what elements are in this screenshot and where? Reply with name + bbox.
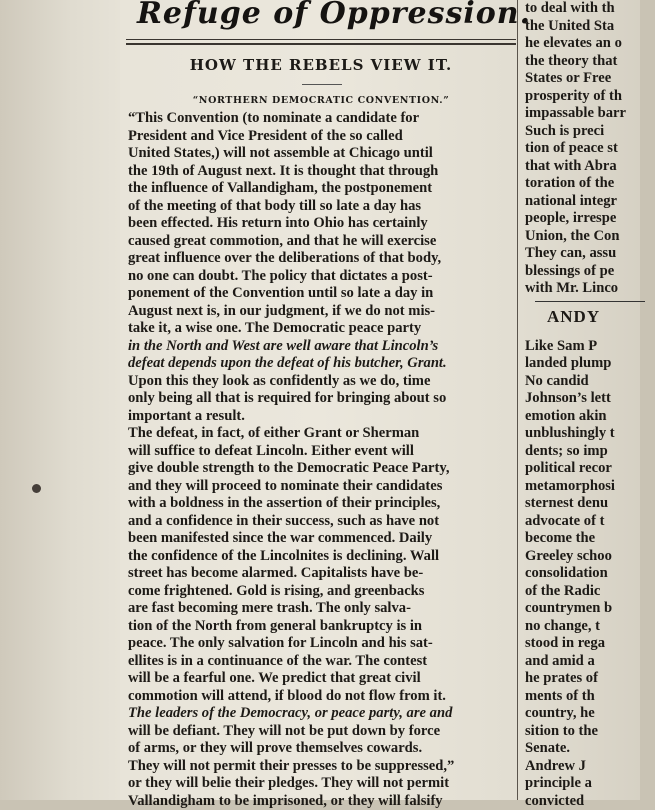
ink-spot	[32, 484, 41, 493]
right-column-line: metamorphosi	[525, 478, 655, 496]
right-column-line: blessings of pe	[525, 263, 655, 281]
article-line: The defeat, in fact, of either Grant or Sherman	[128, 425, 523, 443]
article-line: “This Convention (to nominate a candidate for	[128, 110, 523, 128]
article-body	[128, 110, 523, 810]
right-column-line: No candid	[525, 373, 655, 391]
right-column-line: sition to the	[525, 723, 655, 741]
article-line: give double strength to the Democratic Peace Party,	[128, 460, 523, 478]
article-line: take it, a wise one. The Democratic peace party	[128, 320, 523, 338]
article-line: street has become alarmed. Capitalists have be-	[128, 565, 523, 583]
article-line: Vallandigham to be imprisoned, or they will falsify	[128, 793, 523, 810]
section-masthead: Refuge of Oppression.	[137, 0, 507, 31]
article-line: or they will belie their pledges. They will not permit	[128, 775, 523, 793]
right-column-line: toration of the	[525, 175, 655, 193]
right-column-line: the theory that	[525, 53, 655, 71]
article-line: great influence over the deliberations of that body,	[128, 250, 523, 268]
column-rule	[517, 0, 518, 800]
right-column-line: Such is preci	[525, 123, 655, 141]
page-margin	[0, 0, 120, 800]
right-column-line: Senate.	[525, 740, 655, 758]
article-line: will suffice to defeat Lincoln. Either event will	[128, 443, 523, 461]
right-column-line: people, irrespe	[525, 210, 655, 228]
article-line: with a boldness in the assertion of their principles,	[128, 495, 523, 513]
article-line: caused great commotion, and that he will exercise	[128, 233, 523, 251]
article-line: President and Vice President of the so called	[128, 128, 523, 146]
right-column-line: impassable barr	[525, 105, 655, 123]
right-column-line: tion of peace st	[525, 140, 655, 158]
article-line: are fast becoming mere trash. The only salva-	[128, 600, 523, 618]
right-column-line: landed plump	[525, 355, 655, 373]
article-line: August next is, in our judgment, if we do not mis-	[128, 303, 523, 321]
article-line: the 19th of August next. It is thought that through	[128, 163, 523, 181]
right-column-bottom-text	[525, 338, 655, 810]
right-column-line: he elevates an o	[525, 35, 655, 53]
article-line: been manifested since the war commenced. Daily	[128, 530, 523, 548]
right-column-line: country, he	[525, 705, 655, 723]
right-column-line: with Mr. Linco	[525, 280, 655, 298]
article-line: Upon this they look as confidently as we do, time	[128, 373, 523, 391]
article-headline: HOW THE REBELS VIEW IT.	[126, 56, 516, 74]
article-line: United States,) will not assemble at Chicago until	[128, 145, 523, 163]
article-line: important a result.	[128, 408, 523, 426]
right-column-line: the United Sta	[525, 18, 655, 36]
right-column-line: political recor	[525, 460, 655, 478]
right-column-line: Like Sam P	[525, 338, 655, 356]
masthead-rule-thick	[126, 43, 516, 45]
right-column-rule	[535, 301, 645, 302]
article-line: the confidence of the Lincolnites is declining. Wall	[128, 548, 523, 566]
article-line: The leaders of the Democracy, or peace party, are and	[128, 705, 523, 723]
right-column-line: Andrew J	[525, 758, 655, 776]
article-line: only being all that is required for bringing about so	[128, 390, 523, 408]
right-column-line: become the	[525, 530, 655, 548]
right-column-line: convicted	[525, 793, 655, 810]
headline-rule	[302, 84, 342, 85]
article-line: been effected. His return into Ohio has certainly	[128, 215, 523, 233]
article-line: They will not permit their presses to be suppressed,”	[128, 758, 523, 776]
masthead-rule	[126, 39, 516, 40]
article-line: tion of the North from general bankruptcy is in	[128, 618, 523, 636]
article-line: in the North and West are well aware that Lincoln’s	[128, 338, 523, 356]
right-column-line: national integr	[525, 193, 655, 211]
right-column-line: States or Free	[525, 70, 655, 88]
article-line: ponement of the Convention until so late a day in	[128, 285, 523, 303]
right-article-headline: ANDY	[547, 308, 655, 330]
article-line: ellites is in a continuance of the war. The contest	[128, 653, 523, 671]
article-line: peace. The only salvation for Lincoln and his sat-	[128, 635, 523, 653]
article-line: will be defiant. They will not be put down by force	[128, 723, 523, 741]
right-column-line: countrymen b	[525, 600, 655, 618]
article-line: come frightened. Gold is rising, and greenbacks	[128, 583, 523, 601]
article-line: defeat depends upon the defeat of his butcher, Grant.	[128, 355, 523, 373]
right-column-line: Union, the Con	[525, 228, 655, 246]
right-column-line: no change, t	[525, 618, 655, 636]
right-column-line: emotion akin	[525, 408, 655, 426]
article-line: and a confidence in their success, such as have not	[128, 513, 523, 531]
article-line: no one can doubt. The policy that dictates a post-	[128, 268, 523, 286]
right-column-line: and amid a	[525, 653, 655, 671]
right-column-line: prosperity of th	[525, 88, 655, 106]
right-column-line: stood in rega	[525, 635, 655, 653]
right-column-line: Johnson’s lett	[525, 390, 655, 408]
article-line: and they will proceed to nominate their candidates	[128, 478, 523, 496]
article-subhead: “NORTHERN DEMOCRATIC CONVENTION.”	[126, 95, 516, 106]
right-column-line: Greeley schoo	[525, 548, 655, 566]
right-column-line: principle a	[525, 775, 655, 793]
article-line: of arms, or they will prove themselves cowards.	[128, 740, 523, 758]
right-column-line: advocate of t	[525, 513, 655, 531]
right-column-top-text	[525, 0, 655, 298]
right-column-line: sternest denu	[525, 495, 655, 513]
article-line: of the meeting of that body till so late a day has	[128, 198, 523, 216]
main-column	[112, 0, 522, 800]
right-column-line: of the Radic	[525, 583, 655, 601]
right-column-line: that with Abra	[525, 158, 655, 176]
article-line: will be a fearful one. We predict that great civil	[128, 670, 523, 688]
right-column-line: They can, assu	[525, 245, 655, 263]
right-column-line: ments of th	[525, 688, 655, 706]
article-line: the influence of Vallandigham, the postponement	[128, 180, 523, 198]
right-column-line: consolidation	[525, 565, 655, 583]
article-line: commotion will attend, if blood do not flow from it.	[128, 688, 523, 706]
right-column-line: to deal with th	[525, 0, 655, 18]
right-column-line: unblushingly t	[525, 425, 655, 443]
right-column	[525, 0, 655, 800]
right-column-line: he prates of	[525, 670, 655, 688]
right-column-line: dents; so imp	[525, 443, 655, 461]
